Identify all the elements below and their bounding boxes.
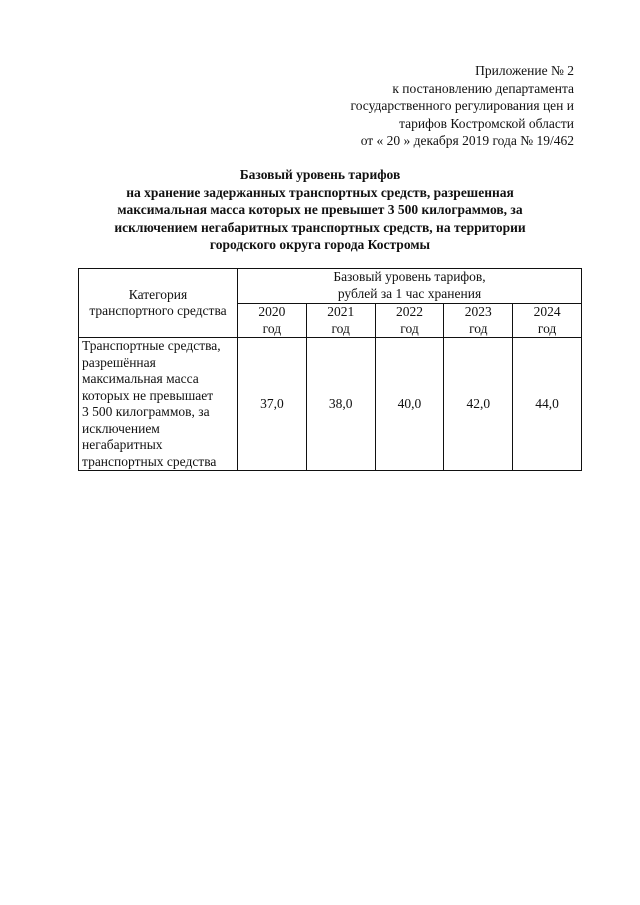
document-title [70, 166, 570, 254]
year-unit: год [537, 320, 557, 336]
category-line: транспортных средства [82, 453, 217, 469]
year-label: 2020 [258, 304, 286, 319]
category-line: Транспортные средства, [82, 338, 221, 353]
year-header-2022 [375, 304, 444, 338]
header-line: транспортного средства [89, 303, 227, 318]
category-line: 3 500 килограммов, за [82, 404, 210, 419]
category-line: максимальная масса [82, 371, 199, 386]
category-line: разрешённая [82, 354, 156, 370]
tariff-group-header [238, 269, 582, 304]
year-label: 2021 [327, 304, 355, 319]
year-unit: год [262, 320, 282, 336]
appendix-line: государственного регулирования цен и [350, 98, 574, 114]
header-line: рублей за 1 час хранения [337, 285, 482, 301]
header-line: Базовый уровень тарифов, [333, 269, 486, 284]
year-unit: год [331, 320, 350, 336]
title-line: городского округа города Костромы [209, 237, 431, 252]
category-cell [79, 338, 238, 471]
tariff-table [78, 268, 582, 471]
category-line: которых не превышает [82, 387, 214, 403]
year-header-2021 [306, 304, 375, 338]
tariff-value-2023: 42,0 [444, 338, 513, 471]
title-line: Базовый уровень тарифов [239, 167, 401, 182]
year-label: 2024 [533, 304, 561, 319]
table-row [79, 338, 582, 471]
category-column-header [79, 269, 238, 338]
tariff-value-2024: 44,0 [513, 338, 582, 471]
title-line: на хранение задержанных транспортных средств, разрешенная [126, 184, 514, 200]
table-header-row [79, 269, 582, 304]
year-unit: год [400, 320, 419, 336]
year-header-2024 [513, 304, 582, 338]
tariff-value-2021: 38,0 [306, 338, 375, 471]
appendix-line: тарифов Костромской области [399, 115, 574, 131]
year-header-2020 [238, 304, 307, 338]
appendix-line: Приложение № 2 [475, 63, 574, 78]
title-line: максимальная масса которых не превышет 3 500 килограммов, за [117, 202, 523, 217]
category-line: исключением [82, 420, 160, 436]
appendix-line: от « 20 » декабря 2019 года № 19/462 [360, 133, 574, 149]
title-line: исключением негабаритных транспортных средств, на территории [114, 219, 526, 235]
year-label: 2022 [395, 304, 423, 319]
category-line: негабаритных [82, 437, 163, 452]
year-label: 2023 [464, 304, 492, 319]
tariff-value-2020: 37,0 [238, 338, 307, 471]
appendix-line: к постановлению департамента [392, 80, 574, 96]
year-header-2023 [444, 304, 513, 338]
year-unit: год [469, 320, 488, 336]
header-line: Категория [128, 286, 188, 302]
appendix-header [351, 62, 574, 150]
tariff-value-2022: 40,0 [375, 338, 444, 471]
